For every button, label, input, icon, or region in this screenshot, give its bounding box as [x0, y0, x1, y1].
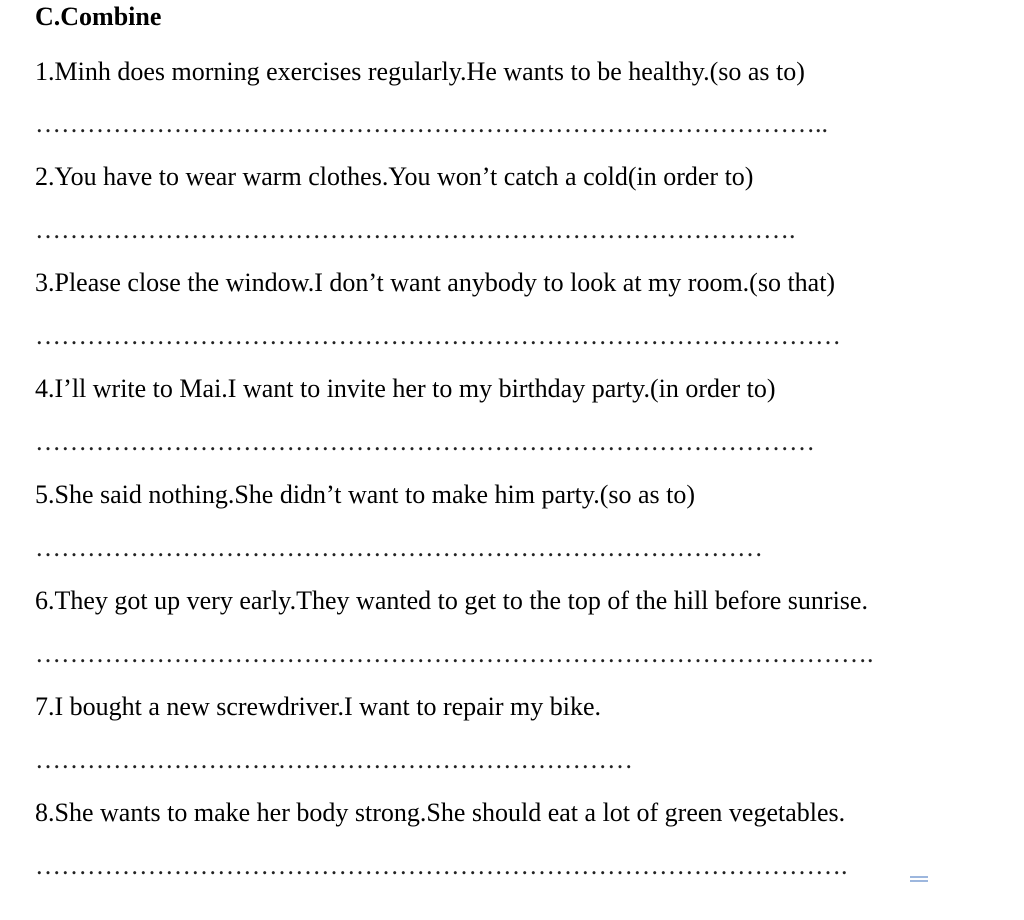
answer-line-6: ……………………………………………………………………………………. — [35, 639, 874, 668]
answer-line-5: ………………………………………………………………………… — [35, 533, 763, 562]
question-7: 7.I bought a new screwdriver.I want to repair my bike. — [35, 692, 602, 721]
answer-line-2: ……………………………………………………………………………. — [35, 215, 796, 244]
answer-line-4: ……………………………………………………………………………… — [35, 427, 815, 456]
answer-line-7: …………………………………………………………… — [35, 745, 633, 774]
question-6: 6.They got up very early.They wanted to get to the top of the hill before sunrise. — [35, 586, 868, 615]
answer-line-3: ………………………………………………………………………………… — [35, 321, 841, 350]
answer-line-1: ……………………………………………………………………………….. — [35, 109, 828, 138]
section-title: C.Combine — [35, 2, 162, 31]
question-3: 3.Please close the window.I don’t want anybody to look at my room.(so that) — [35, 268, 836, 297]
paste-options-icon[interactable] — [910, 876, 928, 882]
question-8: 8.She wants to make her body strong.She should eat a lot of green vegetables. — [35, 798, 846, 827]
question-1: 1.Minh does morning exercises regularly.He wants to be healthy.(so as to) — [35, 57, 805, 86]
answer-line-8: …………………………………………………………………………………. — [35, 851, 848, 880]
question-2: 2.You have to wear warm clothes.You won’t catch a cold(in order to) — [35, 162, 754, 191]
question-4: 4.I’ll write to Mai.I want to invite her to my birthday party.(in order to) — [35, 374, 776, 403]
question-5: 5.She said nothing.She didn’t want to make him party.(so as to) — [35, 480, 696, 509]
